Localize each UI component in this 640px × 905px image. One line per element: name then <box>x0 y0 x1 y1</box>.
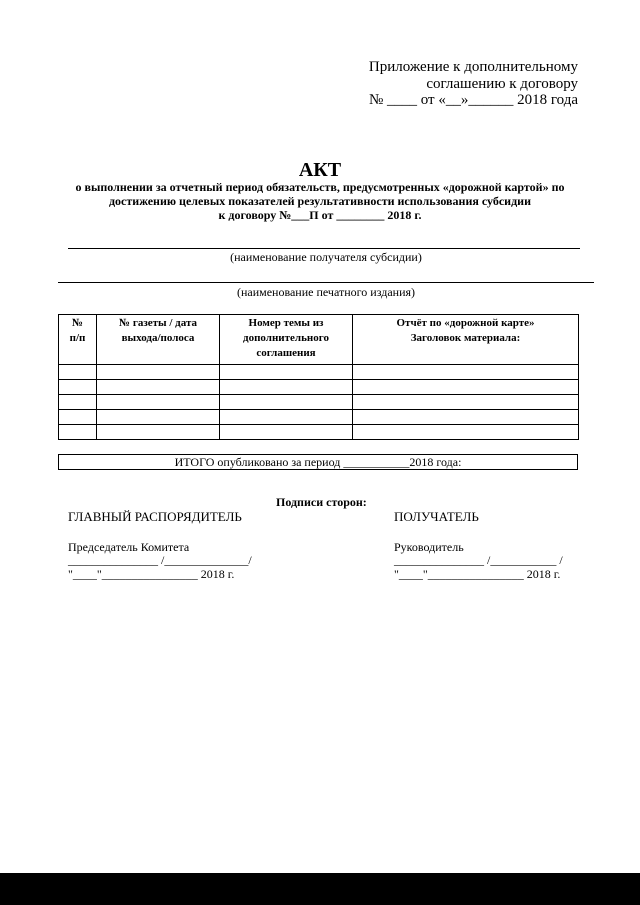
title-subline-3: к договору №___П от ________ 2018 г. <box>218 208 422 222</box>
scan-edge-bar <box>0 873 640 905</box>
appendix-line-3: № ____ от «__»______ 2018 года <box>368 92 578 108</box>
table-cell <box>220 410 353 425</box>
table-cell <box>220 395 353 410</box>
column-header-text: дополнительного <box>243 332 329 344</box>
right-position: Руководитель <box>394 540 464 554</box>
total-published-box <box>58 454 578 470</box>
table-cell <box>59 365 97 380</box>
table-cell <box>97 395 220 410</box>
table-cell <box>59 395 97 410</box>
table-cell <box>97 410 220 425</box>
document-title: АКТ <box>298 159 342 181</box>
title-subline-1: о выполнении за отчетный период обязательств, предусмотренных «дорожной картой» по <box>75 180 565 194</box>
column-header-text: Заголовок материала: <box>410 332 521 344</box>
left-signature-line: _______________ /______________/ <box>68 553 252 567</box>
column-header-text: соглашения <box>256 347 316 359</box>
column-header-text: № <box>71 317 84 329</box>
recipient-name-line <box>68 248 580 249</box>
table-header-row <box>59 315 579 365</box>
table-cell <box>97 425 220 440</box>
title-subline-2: достижению целевых показателей результативности использования субсидии <box>108 194 531 208</box>
table-row <box>59 410 579 425</box>
table-cell <box>353 410 579 425</box>
right-signature-line: _______________ /___________ / <box>394 553 563 567</box>
table-cell <box>353 365 579 380</box>
table-cell <box>97 380 220 395</box>
total-published-text: ИТОГО опубликовано за период ___________2018 года: <box>174 455 462 469</box>
appendix-line-1: Приложение к дополнительному <box>368 59 578 75</box>
left-date-line: "____"________________ 2018 г. <box>68 567 235 581</box>
table-cell <box>97 365 220 380</box>
column-header-topic <box>220 315 353 365</box>
left-party-name: ГЛАВНЫЙ РАСПОРЯДИТЕЛЬ <box>68 509 242 524</box>
column-header-issue <box>97 315 220 365</box>
table-cell <box>220 425 353 440</box>
column-header-text: Отчёт по «дорожной карте» <box>396 317 535 329</box>
column-header-number <box>59 315 97 365</box>
table-cell <box>353 395 579 410</box>
right-party-name: ПОЛУЧАТЕЛЬ <box>394 509 479 524</box>
table-cell <box>220 380 353 395</box>
column-header-text: выхода/полоса <box>121 332 195 344</box>
appendix-line-2: соглашению к договору <box>426 76 578 92</box>
table-cell <box>59 410 97 425</box>
left-position: Председатель Комитета <box>68 540 190 554</box>
table-cell <box>59 425 97 440</box>
column-header-text: Номер темы из <box>248 317 324 329</box>
right-date-line: "____"________________ 2018 г. <box>394 567 561 581</box>
table-row <box>59 380 579 395</box>
table-cell <box>353 380 579 395</box>
column-header-text: п/п <box>69 332 86 344</box>
report-table <box>58 314 579 440</box>
table-row <box>59 395 579 410</box>
recipient-caption: (наименование получателя субсидии) <box>230 250 422 264</box>
signatures-heading: Подписи сторон: <box>276 495 367 509</box>
column-header-text: № газеты / дата <box>119 317 197 329</box>
table-cell <box>353 425 579 440</box>
table-cell <box>59 380 97 395</box>
column-header-report <box>353 315 579 365</box>
publication-caption: (наименование печатного издания) <box>236 285 416 299</box>
table-row <box>59 425 579 440</box>
table-cell <box>220 365 353 380</box>
table-row <box>59 365 579 380</box>
publication-name-line <box>58 282 594 283</box>
